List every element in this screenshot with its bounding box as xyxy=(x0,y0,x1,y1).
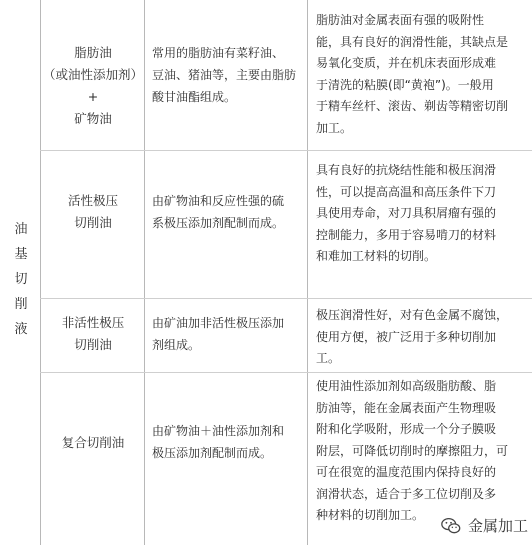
row-features: 使用油性添加剂如高级脂肪酸、脂 肪油等，能在金属表面产生物理吸 附和化学吸附，形成一个分子膜吸 附层，可降低切削时的摩擦阻力，可 可在很宽的温度范围内保持良好的 润滑状态，适合于多工位切削及多 种材料的切削加工。 xyxy=(316,379,509,522)
row-divider xyxy=(40,150,532,151)
row-features: 具有良好的抗烧结性能和极压润滑 性，可以提高高温和高压条件下刀 具使用寿命，对刀具积屑瘤有强的 控制能力，多用于容易啃刀的材料 和难加工材料的切削。 xyxy=(316,163,497,263)
row-features: 脂肪油对金属表面有强的吸附性 能，具有良好的润滑性能，其缺点是 易氧化变质，并在机床表面形成难 于清洗的粘膜(即“黄袍”)。一般用 于精车丝杆、滚齿、剃齿等精密切削 加工。 xyxy=(316,13,509,135)
category-char: 油 xyxy=(14,222,28,237)
row-divider xyxy=(40,298,532,299)
row-name: 脂肪油 （或油性添加剂）+ 矿物油 xyxy=(42,45,143,126)
wechat-icon xyxy=(440,515,462,537)
row-divider xyxy=(40,372,532,373)
row-name: 复合切削油 xyxy=(61,435,125,450)
watermark xyxy=(440,515,528,537)
row-name: 非活性极压 切削油 xyxy=(61,315,125,352)
row-name: 活性极压 切削油 xyxy=(67,193,118,230)
table-divider xyxy=(307,0,308,545)
category-char: 切 xyxy=(14,272,28,287)
row-features: 极压润滑性好，对有色金属不腐蚀， 使用方便，被广泛用于多种切削加 工。 xyxy=(316,308,509,365)
category-char: 基 xyxy=(14,247,28,262)
watermark-text: 金属加工 xyxy=(467,517,528,535)
row-composition: 由矿油加非活性极压添加 剂组成。 xyxy=(152,316,285,352)
row-composition: 常用的脂肪油有菜籽油、 豆油、猪油等，主要由脂肪 酸甘油酯组成。 xyxy=(152,46,297,104)
row-composition: 由矿物油和反应性强的硫 系极压添加剂配制而成。 xyxy=(152,194,285,230)
row-composition: 由矿物油＋油性添加剂和 极压添加剂配制而成。 xyxy=(152,424,285,460)
category-char: 液 xyxy=(14,322,28,337)
category-char: 削 xyxy=(14,297,28,312)
